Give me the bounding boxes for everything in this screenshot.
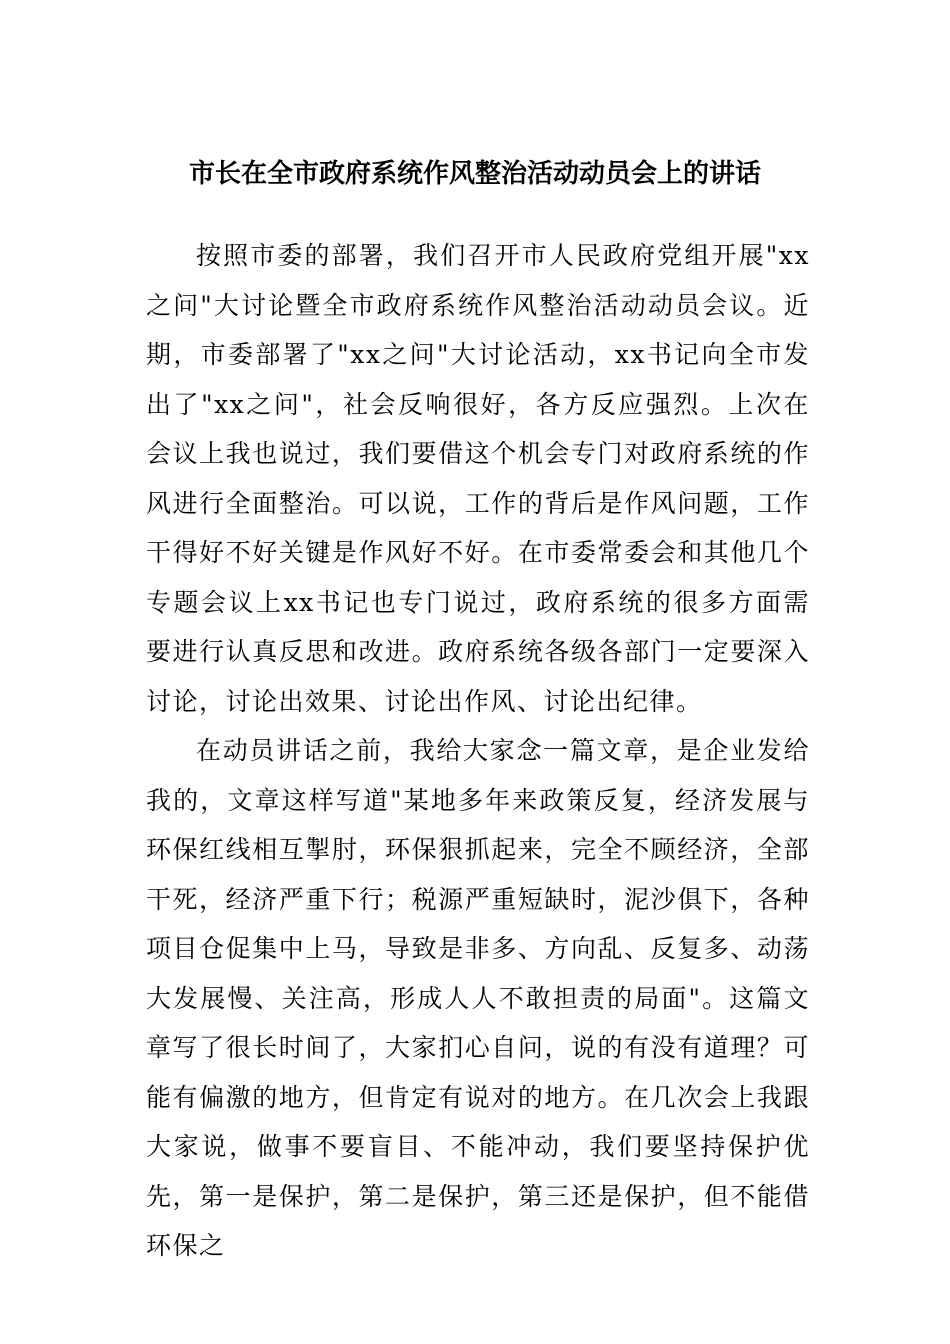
document-title: 市长在全市政府系统作风整治活动动员会上的讲话 [188, 159, 761, 189]
paragraph-1: 按照市委的部署，我们召开市人民政府党组开展"xx之问"大讨论暨全市政府系统作风整治活动动员会议。近期，市委部署了"xx之问"大讨论活动，xx书记向全市发出了"xx之问"，社会反响很好，各方反应强烈。上次在会议上我也说过，我们要借这个机会专门对政府系统的作风进行全面整治。可以说，工作的背后是作风问题，工作干得好不好关键是作风好不好。在市委常委会和其他几个专题会议上xx书记也专门说过，政府系统的很多方面需要进行认真反思和改进。政府系统各级各部门一定要深入讨论，讨论出效果、讨论出作风、讨论出纪律。 [146, 241, 810, 716]
paragraph-2: 在动员讲话之前，我给大家念一篇文章，是企业发给我的，文章这样写道"某地多年来政策反复，经济发展与环保红线相互掣肘，环保狠抓起来，完全不顾经济，全部干死，经济严重下行；税源严重短缺时，泥沙俱下，各种项目仓促集中上马，导致是非多、方向乱、反复多、动荡大发展慢、关注高，形成人人不敢担责的局面"。这篇文章写了很长时间了，大家扪心自问，说的有没有道理？可能有偏激的地方，但肯定有说对的地方。在几次会上我跟大家说，做事不要盲目、不能冲动，我们要坚持保护优先，第一是保护，第二是保护，第三还是保护，但不能借环保之 [146, 736, 810, 1260]
document-body [146, 231, 810, 1271]
